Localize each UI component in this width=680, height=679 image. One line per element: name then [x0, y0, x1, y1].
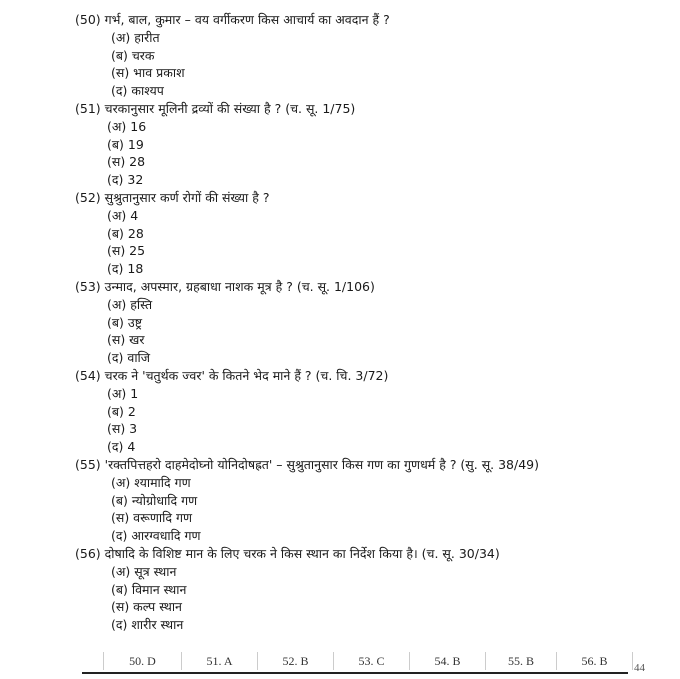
option: (स) वरूणादि गण: [111, 510, 193, 526]
question-text: (51) चरकानुसार मूलिनी द्रव्यों की संख्या है ? (च. सू. 1/75): [75, 100, 356, 116]
option: (ब) 28: [107, 225, 144, 241]
answer-cell: 52. B: [257, 652, 333, 670]
question-text: (54) चरक ने 'चतुर्थक ज्वर' के कितने भेद माने हैं ? (च. चि. 3/72): [75, 367, 389, 383]
option: (अ) 16: [107, 118, 147, 134]
option: (ब) विमान स्थान: [111, 581, 187, 597]
option: (द) काश्यप: [111, 83, 164, 99]
option: (स) 25: [107, 243, 146, 259]
option: (ब) 19: [107, 136, 144, 152]
footer-rule: [82, 672, 628, 674]
answer-cell: 51. A: [181, 652, 257, 670]
option: (अ) सूत्र स्थान: [111, 563, 177, 579]
option: (स) 28: [107, 154, 146, 170]
option: (ब) 2: [107, 403, 136, 419]
question-text: (55) 'रक्तपित्तहरो दाहमेदोघ्नो योनिदोषह्रत' – सुश्रुतानुसार किस गण का गुणधर्म है ? (सु. सू. 38/49): [75, 456, 539, 472]
answer-cell: 50. D: [103, 652, 181, 670]
option: (द) वाजि: [107, 350, 151, 366]
page-number: 44: [634, 662, 645, 674]
answer-cell: 53. C: [333, 652, 409, 670]
option: (ब) चरक: [111, 47, 155, 63]
option: (द) शारीर स्थान: [111, 617, 184, 633]
question-list: [75, 11, 539, 634]
option: (द) 4: [107, 439, 136, 455]
option: (द) 32: [107, 172, 144, 188]
option: (अ) 4: [107, 207, 139, 223]
option: (ब) न्योग्रोधादि गण: [111, 492, 198, 508]
option: (अ) श्यामादि गण: [111, 474, 191, 490]
question-text: (52) सुश्रुतानुसार कर्ण रोगों की संख्या है ?: [75, 189, 270, 205]
answer-cell: 55. B: [485, 652, 556, 670]
answer-cell: 56. B: [556, 652, 633, 670]
option: (द) 18: [107, 261, 144, 277]
option: (स) 3: [107, 421, 138, 437]
answer-key: [103, 652, 633, 670]
answer-cell: 54. B: [409, 652, 485, 670]
option: (अ) 1: [107, 385, 139, 401]
option: (स) भाव प्रकाश: [111, 65, 185, 81]
option: (अ) हारीत: [111, 29, 160, 45]
question-text: (56) दोषादि के विशिष्ट मान के लिए चरक ने किस स्थान का निर्देश किया है। (च. सू. 30/34): [75, 545, 500, 561]
option: (ब) उष्ट्र: [107, 314, 143, 330]
question-text: (50) गर्भ, बाल, कुमार – वय वर्गीकरण किस आचार्य का अवदान हैं ?: [75, 12, 390, 27]
option: (अ) हस्ति: [107, 296, 153, 312]
question-text: (53) उन्माद, अपस्मार, ग्रहबाधा नाशक मूत्र है ? (च. सू. 1/106): [75, 278, 375, 294]
option: (द) आरग्वधादि गण: [111, 528, 201, 544]
option: (स) कल्प स्थान: [111, 599, 182, 615]
option: (स) खर: [107, 332, 145, 348]
